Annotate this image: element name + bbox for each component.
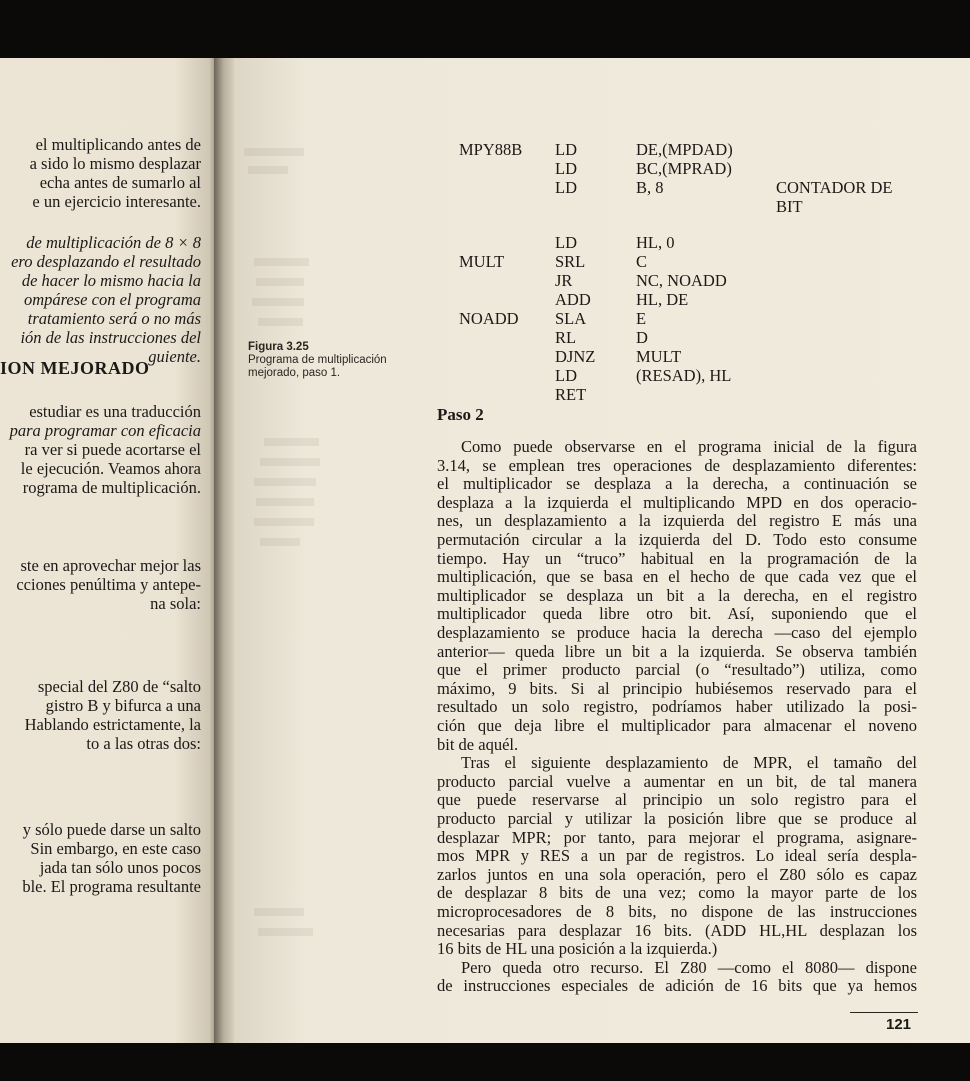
code-arg: (RESAD), HL bbox=[636, 366, 732, 385]
left-page-line: jada tan sólo unos pocos bbox=[39, 858, 201, 877]
code-label: NOADD bbox=[459, 309, 519, 328]
code-op: SRL bbox=[555, 252, 586, 271]
code-arg: NC, NOADD bbox=[636, 271, 727, 290]
code-op: RL bbox=[555, 328, 577, 347]
code-arg: HL, 0 bbox=[636, 233, 675, 252]
code-op: JR bbox=[555, 271, 573, 290]
left-page-line: ero desplazando el resultado bbox=[11, 252, 201, 271]
left-page-line: y sólo puede darse un salto bbox=[22, 820, 201, 839]
figure-caption-line: mejorado, paso 1. bbox=[248, 367, 341, 379]
body-line: Tras el siguiente desplazamiento de MPR, el tamaño del bbox=[461, 753, 917, 773]
body-line: microprocesadores de 8 bits, no dispone de las instrucciones bbox=[437, 902, 917, 921]
body-line: zarlos juntos en una sola operación, pero el Z80 sólo es capaz bbox=[437, 864, 917, 884]
code-op: LD bbox=[555, 140, 577, 159]
left-page-line: el multiplicando antes de bbox=[35, 135, 201, 154]
page-number-rule bbox=[850, 1012, 918, 1013]
code-label: MPY88B bbox=[459, 140, 523, 159]
body-line: de desplazar 8 bits de una vez; como la mayor parte de los bbox=[437, 883, 917, 903]
left-page-line: a sido lo mismo desplazar bbox=[29, 154, 201, 173]
code-op: LD bbox=[555, 159, 577, 178]
left-page-line: ste en aprovechar mejor las bbox=[20, 556, 201, 575]
left-page-line: gistro B y bifurca a una bbox=[45, 696, 201, 715]
code-op: LD bbox=[555, 233, 577, 252]
body-line: Como puede observarse en el programa inicial de la figura bbox=[461, 437, 917, 456]
left-page-line: Sin embargo, en este caso bbox=[30, 839, 201, 858]
body-line: de instrucciones especiales de adición de 16 bits que ya hemos bbox=[437, 976, 917, 996]
left-page-line: para programar con eficacia bbox=[9, 421, 201, 440]
body-line: el multiplicador se desplaza a la derecha, a continuación se bbox=[437, 474, 917, 494]
code-op: ADD bbox=[555, 290, 591, 309]
body-line: producto parcial vuelve a aumentar en un bit, de tal manera bbox=[437, 771, 917, 791]
left-page-line: de hacer lo mismo hacia la bbox=[21, 271, 201, 290]
left-page-line: to a las otras dos: bbox=[86, 734, 201, 753]
body-line: mos MPR y RES a un par de registros. Lo ideal sería despla- bbox=[437, 846, 917, 866]
body-line: que el primer producto parcial (o “resultado”) utiliza, como bbox=[437, 660, 917, 680]
show-through-text bbox=[234, 58, 324, 958]
body-line: 3.14, se emplean tres operaciones de desplazamiento diferentes: bbox=[437, 455, 917, 475]
body-line: que puede reservarse al principio un solo registro para el bbox=[437, 790, 917, 810]
body-line: ción que deja libre el multiplicador para almacenar el noveno bbox=[437, 716, 917, 735]
code-arg: C bbox=[636, 252, 648, 271]
code-op: RET bbox=[555, 385, 587, 404]
code-op: SLA bbox=[555, 309, 587, 328]
left-page-line: ión de las instrucciones del bbox=[20, 328, 201, 347]
left-page-line: rograma de multiplicación. bbox=[22, 478, 201, 497]
body-line: nes, un desplazamiento a la izquierda del registro E más una bbox=[437, 511, 917, 531]
left-page-line: le ejecución. Veamos ahora bbox=[20, 459, 201, 478]
body-line: multiplicador queda libre otro bit. Así, suponiendo que el bbox=[437, 604, 917, 624]
left-page-line: cciones penúltima y antepe- bbox=[16, 575, 201, 594]
left-page-line: na sola: bbox=[150, 594, 201, 613]
code-arg: DE,(MPDAD) bbox=[636, 140, 733, 159]
code-arg: B, 8 bbox=[636, 178, 664, 197]
left-page-line: e un ejercicio interesante. bbox=[32, 192, 201, 211]
body-line: anterior— queda libre un bit a la izquierda. Se observa también bbox=[437, 641, 917, 661]
left-page-line: ompárese con el programa bbox=[23, 290, 201, 309]
left-page-line: special del Z80 de “salto bbox=[37, 677, 201, 696]
body-line: desplazamiento se produce hacia la derecha —caso del ejemplo bbox=[437, 623, 917, 642]
figure-caption-title: Figura 3.25 bbox=[248, 341, 309, 353]
figure-caption-line: Programa de multiplicación bbox=[248, 354, 387, 366]
left-page-line: tratamiento será o no más bbox=[27, 309, 201, 328]
body-line: 16 bits de HL una posición a la izquierda.) bbox=[437, 939, 718, 959]
section-heading: Paso 2 bbox=[437, 405, 484, 424]
body-line: multiplicador se desplaza un bit a la derecha, en el registro bbox=[437, 585, 917, 605]
body-line: multiplicación, que se basa en el hecho de que cada vez que el bbox=[437, 567, 917, 587]
body-line: bit de aquél. bbox=[437, 734, 519, 754]
left-page-line: de multiplicación de 8 × 8 bbox=[26, 233, 201, 252]
left-page-line: ra ver si puede acortarse el bbox=[24, 440, 201, 459]
code-op: LD bbox=[555, 178, 577, 197]
left-page-line: Hablando estrictamente, la bbox=[24, 715, 201, 734]
code-op: LD bbox=[555, 366, 577, 385]
body-line: Pero queda otro recurso. El Z80 —como el 8080— dispone bbox=[461, 957, 917, 977]
left-page-line: guiente. bbox=[148, 347, 201, 366]
left-page-line: estudiar es una traducción bbox=[29, 402, 201, 421]
code-arg: MULT bbox=[636, 347, 682, 366]
body-line: tiempo. Hay un “truco” habitual en la programación de la bbox=[437, 548, 917, 568]
left-page-line: ble. El programa resultante bbox=[22, 877, 201, 896]
code-arg: D bbox=[636, 328, 648, 347]
body-line: necesarias para desplazar 16 bits. (ADD HL,HL desplazan los bbox=[437, 920, 917, 940]
body-line: desplazar MPR; por tanto, para mejorar el programa, asignare- bbox=[437, 827, 917, 847]
body-line: máximo, 9 bits. Si al principio hubiésemos reservado para el bbox=[437, 678, 917, 698]
left-page-line: echa antes de sumarlo al bbox=[39, 173, 201, 192]
body-line: producto parcial y utilizar la posición libre que se produce al bbox=[437, 809, 917, 828]
code-label: MULT bbox=[459, 252, 505, 271]
body-line: resultado un solo registro, podríamos haber utilizado la posi- bbox=[437, 697, 917, 717]
code-arg: E bbox=[636, 309, 647, 328]
body-line: permutación circular a la izquierda del D. Todo esto consume bbox=[437, 530, 917, 549]
code-arg: BC,(MPRAD) bbox=[636, 159, 732, 178]
code-comment: BIT bbox=[776, 197, 803, 216]
page-number: 121 bbox=[886, 1016, 912, 1033]
code-op: DJNZ bbox=[555, 347, 596, 366]
code-comment: CONTADOR DE bbox=[776, 178, 893, 197]
body-line: desplaza a la izquierda el multiplicando MPD en dos operacio- bbox=[437, 492, 917, 512]
code-arg: HL, DE bbox=[636, 290, 689, 309]
section-heading-left: ION MEJORADO bbox=[0, 358, 150, 378]
book-gutter bbox=[214, 58, 236, 1043]
figure-caption bbox=[248, 341, 408, 380]
